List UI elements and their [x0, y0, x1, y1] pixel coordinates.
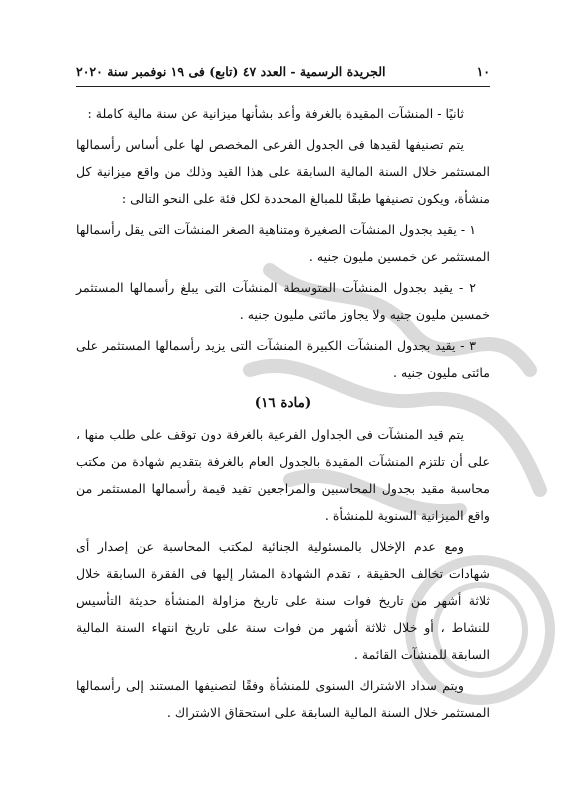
header-divider	[76, 86, 490, 87]
article-title: (مادة ١٦)	[254, 395, 312, 411]
list-item: ١ - يقيد بجدول المنشآت الصغيرة ومتناهية الصغر المنشآت التى يقل رأسمالها المستثمر عن خمسين مليون جنيه .	[76, 222, 490, 264]
list-item: ٣ - يقيد بجدول المنشآت الكبيرة المنشآت التى يزيد رأسمالها المستثمر على مائتى مليون جنيه .	[76, 338, 490, 380]
gazette-issue-line: الجريدة الرسمية - العدد ٤٧ (تابع) فى ١٩ نوفمبر سنة ٢٠٢٠	[76, 64, 386, 79]
page-header	[76, 62, 490, 84]
page-number: ١٠	[476, 64, 490, 79]
list-item: ٢ - يقيد بجدول المنشآت المتوسطة المنشآت التى يبلغ رأسمالها المستثمر خمسين مليون جنيه ولا يجاوز مائتى مليون جنيه .	[76, 280, 490, 322]
second-clause-heading: ثانيًا - المنشآت المقيدة بالغرفة وأعد بشأنها ميزانية عن سنة مالية كاملة :	[87, 106, 464, 121]
document-body	[76, 100, 490, 730]
paragraph: ويتم سداد الاشتراك السنوى للمنشأة وفقًا لتصنيفها المستند إلى رأسمالها المستثمر خلال السنة المالية السابقة على استحقاق الاشتراك .	[76, 678, 490, 720]
paragraph: يتم قيد المنشآت فى الجداول الفرعية بالغرفة دون توقف على طلب منها ، على أن تلتزم المنشآت المقيدة بالجدول العام بالغرفة بتقديم شهادة من مكتب محاسبة مقيد بجدول المحاسبين والمراجعين تفيد قيمة رأسمالها المستثمر من واقع الميزانية السنوية للمنشأة .	[76, 427, 490, 523]
paragraph: ومع عدم الإخلال بالمسئولية الجنائية لمكتب المحاسبة عن إصدار أى شهادات تخالف الحقيقة ، تقدم الشهادة المشار إليها فى الفقرة السابقة خلال ثلاثة أشهر من تاريخ فوات سنة على تاريخ مزاولة المنشأة حديثة التأسيس للنشاط ، أو خلال ثلاثة أشهر من فوات سنة على تاريخ انتهاء السنة المالية السابقة للمنشآت القائمة .	[76, 539, 490, 662]
second-clause-text: يتم تصنيفها لقيدها فى الجدول الفرعى المخصص لها على أساس رأسمالها المستثمر خلال السنة المالية السابقة على هذا القيد وذلك من واقع ميزانية كل منشأة، ويكون تصنيفها طبقًا للمبالغ المحددة لكل فئة على النحو التالى :	[76, 137, 490, 206]
